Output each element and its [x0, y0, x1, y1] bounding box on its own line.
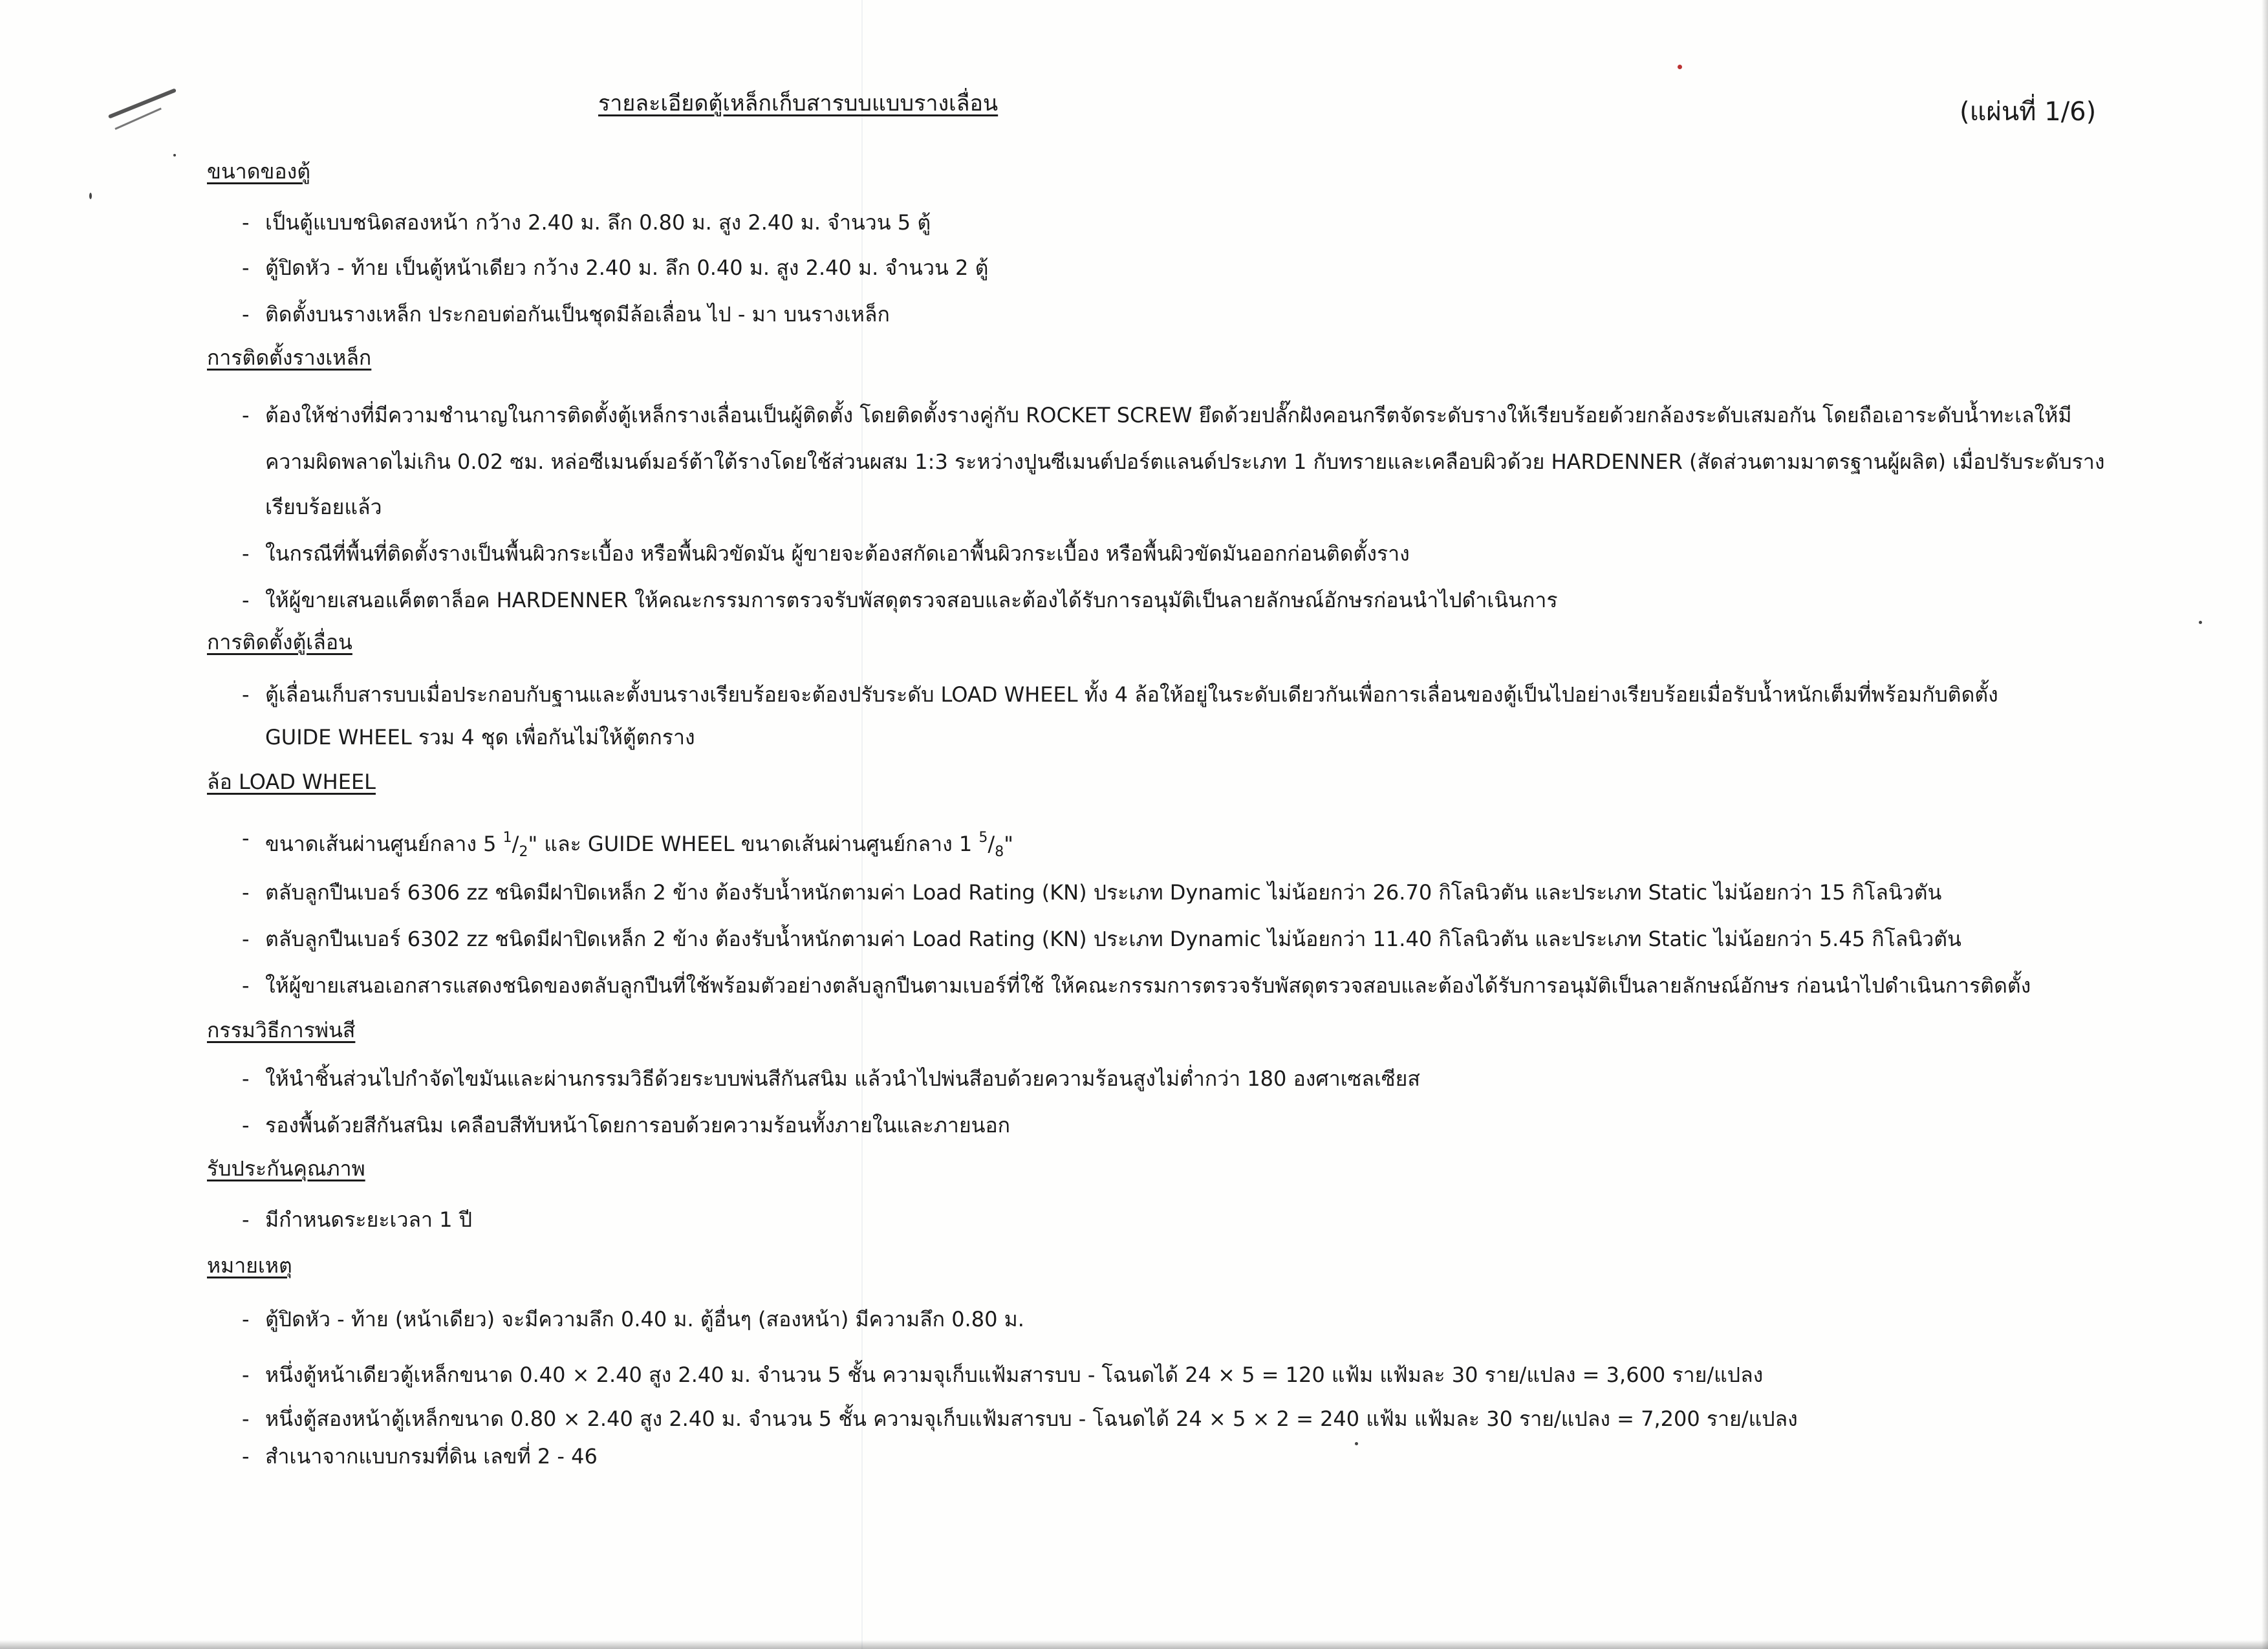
scan-speck: [173, 154, 176, 156]
scan-speck: [1678, 65, 1682, 69]
scan-speck: [89, 193, 92, 199]
page-edge-shadow: [2262, 0, 2268, 1649]
document-title: รายละเอียดตู้เหล็กเก็บสารบบแบบรางเลื่อน: [598, 91, 999, 116]
section-heading-warranty: รับประกันคุณภาพ: [207, 1156, 365, 1181]
scanned-document-page: รายละเอียดตู้เหล็กเก็บสารบบแบบรางเลื่อน (แผ่นที่ 1/6) ขนาดของตู้ - เป็นตู้แบบชนิดสองหน้า กว้าง 2.40 ม. ลึก 0.80 ม. สูง 2.40 ม. จำนวน 5 ตู้ - ตู้ปิดหัว - ท้าย เป็นตู้หน้าเดียว กว้าง 2.40 ม. ลึก 0.40 ม. สูง 2.40 ม. จำนวน 2 ตู้ - ติดตั้งบนรางเหล็ก ประกอบต่อกันเป็นชุดมีล้อเลื่อน ไป - มา บนรางเหล็ก การติดตั้งรางเหล็ก - ต้องให้ช่างที่มีความชำนาญในการติดตั้งตู้เหล็กรางเลื่อนเป็นผู้ติดตั้ง โดยติดตั้งรางคู่กับ ROCKET SCREW ยึดด้วยปลั๊กฝังคอนกรีตจัดระดับรางให้เรียบร้อยด้วยกล้องระดับเสมอกัน โดยถือเอาระดับน้ำทะเลให้มี ความผิดพลาดไม่เกิน 0.02 ซม. หล่อซีเมนต์มอร์ต้าใต้รางโดยใช้ส่วนผสม 1:3 ระหว่างปูนซีเมนต์ปอร์ตแลนด์ประเภท 1 กับทรายและเคลือบผิวด้วย HARDENNER (สัดส่วนตามมาตรฐานผู้ผลิต) เมื่อปรับระดับราง เรียบร้อยแล้ว - ในกรณีที่พื้นที่ติดตั้งรางเป็นพื้นผิวกระเบื้อง หรือพื้นผิวขัดมัน ผู้ขายจะต้องสกัดเอาพื้นผิวกระเบื้อง หรือพื้นผิวขัดมันออกก่อนติดตั้งราง - ให้ผู้ขายเสนอแค็ตตาล็อค HARDENNER ให้คณะกรรมการตรวจรับพัสดุตรวจสอบและต้องได้รับการอนุมัติเป็นลายลักษณ์อักษรก่อนนำไปดำเนินการ การติดตั้งตู้เลื่อน - ตู้เลื่อนเก็บสารบบเมื่อประกอบกับฐานและตั้งบนรางเรียบร้อยจะต้องปรับระดับ LOAD WHEEL ทั้ง 4 ล้อให้อยู่ในระดับเดียวกันเพื่อการเลื่อนของตู้เป็นไปอย่างเรียบร้อยเมื่อรับน้ำหนักเต็มที่พร้อมกับติดตั้ง GUIDE WHEEL รวม 4 ชุด เพื่อกันไม่ให้ตู้ตกราง ล้อ LOAD WHEEL - ขนาดเส้นผ่านศูนย์กลาง 5 $^1/_2$" และ GUIDE WHEEL ขนาดเส้นผ่านศูนย์กลาง 1 $^5/_8$" - ตลับลูกปืนเบอร์ 6306 zz ชนิดมีฝาปิดเหล็ก 2 ข้าง ต้องรับน้ำหนักตามค่า Load Rating (KN) ประเภท Dynamic ไม่น้อยกว่า 26.70 กิโลนิวตัน และประเภท Static ไม่น้อยกว่า 15 กิโลนิวตัน - ตลับลูกปืนเบอร์ 6302 zz ชนิดมีฝาปิดเหล็ก 2 ข้าง ต้องรับน้ำหนักตามค่า Load Rating (KN) ประเภท Dynamic ไม่น้อยกว่า 11.40 กิโลนิวตัน และประเภท Static ไม่น้อยกว่า 5.45 กิโลนิวตัน - ให้ผู้ขายเสนอเอกสารแสดงชนิดของตลับลูกปืนที่ใช้พร้อมตัวอย่างตลับลูกปืนตามเบอร์ที่ใช้ ให้คณะกรรมการตรวจรับพัสดุตรวจสอบและต้องได้รับการอนุมัติเป็นลายลักษณ์อักษร ก่อนนำไปดำเนินการติดตั้ง กรรมวิธีการพ่นสี - ให้นำชิ้นส่วนไปกำจัดไขมันและผ่านกรรมวิธีด้วยระบบพ่นสีกันสนิม แล้วนำไปพ่นสีอบด้วยความร้อนสูงไม่ต่ำกว่า 180 องศาเซลเซียส - รองพื้นด้วยสีกันสนิม เคลือบสีทับหน้าโดยการอบด้วยความร้อนทั้งภายในและภายนอก รับประกันคุณภาพ - มีกำหนดระยะเวลา 1 ปี หมายเหตุ - ตู้ปิดหัว - ท้าย (หน้าเดียว) จะมีความลึก 0.40 ม. ตู้อื่นๆ (สองหน้า) มีความลึก 0.80 ม. - หนึ่งตู้หน้าเดียวตู้เหล็กขนาด 0.40 × 2.40 สูง 2.40 ม. จำนวน 5 ชั้น ความจุเก็บแฟ้มสารบบ - โฉนดได้ 24 × 5 = 120 แฟ้ม แฟ้มละ 30 ราย/แปลง = 3,600 ราย/แปลง - หนึ่งตู้สองหน้าตู้เหล็กขนาด 0.80 × 2.40 สูง 2.40 ม. จำนวน 5 ชั้น ความจุเก็บแฟ้มสารบบ - โฉนดได้ 24 × 5 × 2 = 240 แฟ้ม แฟ้มละ 30 ราย/แปลง = 7,200 ราย/แปลง - สำเนาจากแบบกรมที่ดิน เลขที่ 2 - 46: [0, 0, 2268, 1649]
section-heading-painting: กรรมวิธีการพ่นสี: [207, 1018, 356, 1042]
scan-speck: [1355, 1442, 1358, 1445]
page-edge-shadow-bottom: [0, 1640, 2268, 1649]
section-heading-remarks: หมายเหตุ: [207, 1253, 292, 1278]
section-heading-cabinet-installation: การติดตั้งตู้เลื่อน: [207, 630, 352, 654]
section-heading-rail-installation: การติดตั้งรางเหล็ก: [207, 345, 372, 370]
section-heading-cabinet-size: ขนาดของตู้: [207, 159, 310, 184]
scan-speck: [2199, 621, 2202, 624]
pen-mark: [108, 88, 177, 119]
section-heading-load-wheel: ล้อ LOAD WHEEL: [207, 770, 376, 794]
sheet-number: (แผ่นที่ 1/6): [1960, 97, 2097, 127]
